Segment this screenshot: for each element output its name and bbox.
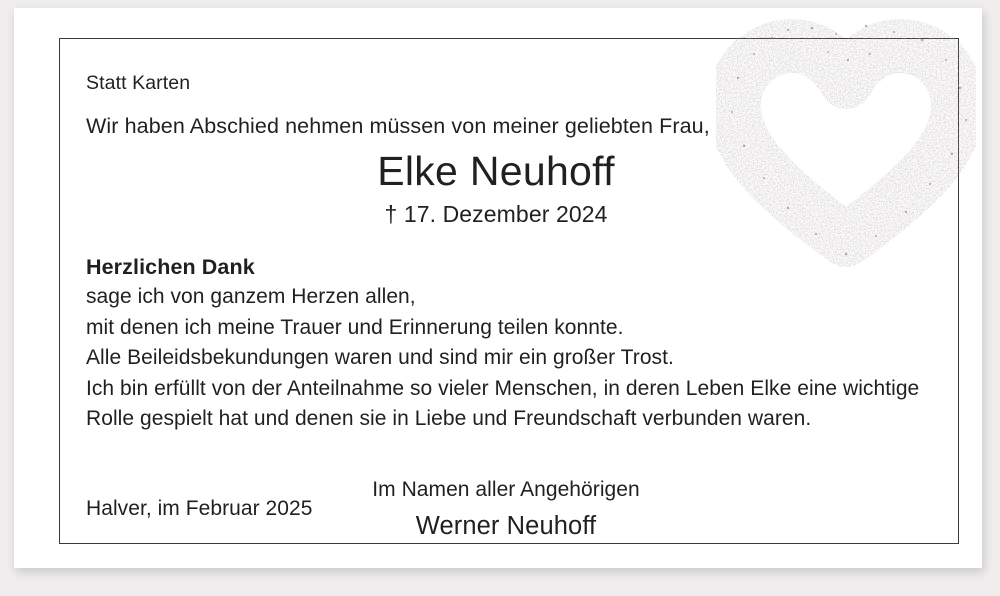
- statt-karten-text: Statt Karten: [86, 72, 191, 94]
- obituary-paper: [14, 8, 982, 568]
- body-line-2: mit denen ich meine Trauer und Erinnerung teilen konnte.: [86, 315, 624, 339]
- signature-name: Werner Neuhoff: [415, 511, 597, 540]
- death-date: † 17. Dezember 2024: [384, 201, 608, 227]
- notice-content: [86, 70, 976, 540]
- deceased-name: Elke Neuhoff: [377, 148, 615, 194]
- body-line-5: Rolle gespielt hat und denen sie in Liebe und Freundschaft verbunden waren.: [86, 407, 812, 430]
- intro-text: Wir haben Abschied nehmen müssen von meiner geliebten Frau,: [86, 114, 710, 138]
- body-line-3: Alle Beileidsbekundungen waren und sind mir ein großer Trost.: [86, 346, 674, 369]
- body-line-4: Ich bin erfüllt von der Anteilnahme so vieler Menschen, in deren Leben Elke eine wichtige: [86, 376, 920, 400]
- deceased-block: [86, 146, 906, 230]
- signature-intro: Im Namen aller Angehörigen: [372, 477, 640, 501]
- thanks-heading: Herzlichen Dank: [86, 255, 255, 279]
- place-and-date: Halver, im Februar 2025: [86, 497, 313, 520]
- body-line-1: sage ich von ganzem Herzen allen,: [86, 285, 416, 308]
